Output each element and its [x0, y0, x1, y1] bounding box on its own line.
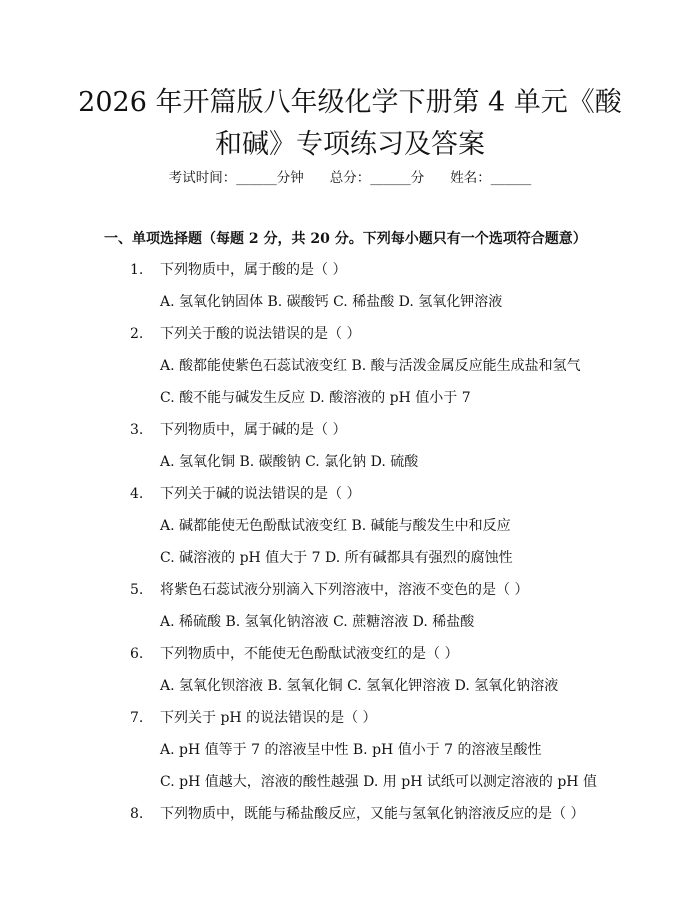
- question-options: C. 酸不能与碱发生反应 D. 酸溶液的 pH 值小于 7: [160, 390, 471, 406]
- section-heading: 一、单项选择题（每题 2 分，共 20 分。下列每小题只有一个选项符合题意）: [104, 231, 587, 247]
- question-number: 4.: [130, 486, 144, 502]
- title-line-1: 2026 年开篇版八年级化学下册第 4 单元《酸: [78, 87, 622, 118]
- question-text: 下列物质中，属于酸的是（ ）: [160, 262, 347, 278]
- question-text: 下列关于酸的说法错误的是（ ）: [160, 326, 361, 342]
- question-number: 3.: [130, 422, 144, 438]
- exam-score: 总分：______分: [329, 170, 425, 186]
- question-number: 7.: [130, 710, 144, 726]
- question-text: 下列物质中，属于碱的是（ ）: [160, 422, 347, 438]
- question-options: A. 碱都能使无色酚酞试液变红 B. 碱能与酸发生中和反应: [160, 518, 511, 534]
- question-number: 6.: [130, 646, 144, 662]
- question-text: 下列物质中，既能与稀盐酸反应，又能与氢氧化钠溶液反应的是（ ）: [160, 806, 585, 822]
- question-options: A. 氢氧化钠固体 B. 碳酸钙 C. 稀盐酸 D. 氢氧化钾溶液: [160, 294, 503, 310]
- question-text: 将紫色石蕊试液分别滴入下列溶液中，溶液不变色的是（ ）: [160, 582, 529, 598]
- document-title: [60, 82, 640, 166]
- question-number: 2.: [130, 326, 144, 342]
- question-options: A. pH 值等于 7 的溶液呈中性 B. pH 值小于 7 的溶液呈酸性: [160, 742, 542, 758]
- question-text: 下列物质中，不能使无色酚酞试液变红的是（ ）: [160, 646, 459, 662]
- question-options: A. 氢氧化钡溶液 B. 氢氧化铜 C. 氢氧化钾溶液 D. 氢氧化钠溶液: [160, 678, 559, 694]
- exam-name: 姓名：______: [450, 170, 532, 186]
- question-number: 5.: [130, 582, 144, 598]
- exam-info: [0, 168, 700, 188]
- title-line-2: 和碱》专项练习及答案: [215, 129, 485, 160]
- question-options: C. pH 值越大，溶液的酸性越强 D. 用 pH 试纸可以测定溶液的 pH 值: [160, 774, 597, 790]
- question-text: 下列关于碱的说法错误的是（ ）: [160, 486, 361, 502]
- question-text: 下列关于 pH 的说法错误的是（ ）: [160, 710, 377, 726]
- question-number: 1.: [130, 262, 144, 278]
- question-options: A. 氢氧化铜 B. 碳酸钠 C. 氯化钠 D. 硫酸: [160, 454, 419, 470]
- exam-time: 考试时间：______分钟: [168, 170, 304, 186]
- question-options: C. 碱溶液的 pH 值大于 7 D. 所有碱都具有强烈的腐蚀性: [160, 550, 513, 566]
- question-options: A. 酸都能使紫色石蕊试液变红 B. 酸与活泼金属反应能生成盐和氢气: [160, 358, 581, 374]
- question-options: A. 稀硫酸 B. 氢氧化钠溶液 C. 蔗糖溶液 D. 稀盐酸: [160, 614, 475, 630]
- question-number: 8.: [130, 806, 144, 822]
